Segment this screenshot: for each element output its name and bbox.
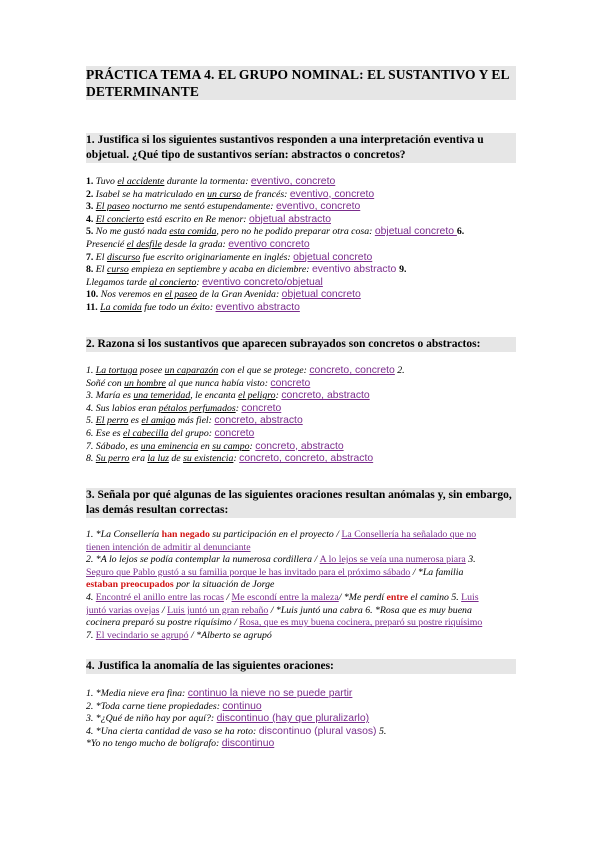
list-item [86, 542, 526, 555]
answer: eventivo abstracto [215, 301, 300, 313]
list-item: 4. El concierto está escrito en Re menor: objetual abstracto [86, 213, 332, 225]
answer: objetual concreto [281, 289, 361, 301]
section-4-items [86, 688, 526, 751]
answer: A lo lejos se veía una numerosa piara [319, 554, 466, 566]
list-item: 3. María es una temeridad, le encanta el peligro: concreto, abstracto [86, 390, 370, 402]
list-item: 7. El vecindario se agrupó / *Alberto se agrupó [86, 629, 272, 641]
answer: concreto [241, 402, 282, 414]
list-item: estaban preocupados por la situación de Jorge [86, 579, 275, 591]
list-item: 10. Nos veremos en el paseo de la Gran Avenida: objetual concreto [86, 289, 361, 301]
answer: Luis juntó un gran rebaño [167, 604, 269, 616]
list-item: 5. No me gustó nada esta comida, pero no he podido preparar otra cosa: objetual concreto 6. [86, 226, 465, 238]
answer: objetual concreto [293, 251, 373, 263]
answer: Me escondí entre la maleza [231, 591, 339, 603]
list-item: 3. *¿Qué de niño hay por aquí?: discontinuo (hay que pluralizarlo) [86, 713, 370, 725]
list-item: 2. *A lo lejos se podía contemplar la numerosa cordillera / A lo lejos se veía una numerosa piara 3. [86, 554, 476, 566]
page-title: PRÁCTICA TEMA 4. EL GRUPO NOMINAL: EL SUSTANTIVO Y EL DETERMINANTE [86, 66, 516, 100]
answer: concreto, concreto, abstracto [239, 453, 374, 465]
answer: objetual concreto [374, 226, 457, 238]
answer: discontinuo [221, 738, 275, 750]
answer: Rosa, que es muy buena cocinera, preparó su postre riquísimo [239, 617, 483, 629]
answer: discontinuo (plural vasos) [258, 725, 377, 737]
answer: Luis [461, 591, 479, 603]
answer: concreto, abstracto [255, 440, 344, 452]
answer: eventivo, concreto [275, 201, 361, 213]
list-item: 7. Sábado, es una eminencia en su campo: concreto, abstracto [86, 440, 344, 452]
list-item: 8. El curso empieza en septiembre y acaba en diciembre: eventivo abstracto 9. [86, 264, 407, 276]
section-2-items [86, 365, 526, 466]
answer: objetual abstracto [248, 213, 332, 225]
answer: eventivo abstracto [311, 264, 400, 276]
list-item: 5. El perro es el amigo más fiel: concreto, abstracto [86, 415, 303, 427]
list-item: 6. Ese es el cabecilla del grupo: concreto [86, 427, 255, 439]
section-1-items [86, 176, 526, 315]
answer: eventivo, concreto [250, 176, 336, 187]
section-3-heading: 3. Señala por qué algunas de las siguientes oraciones resultan anómalas y, sin embargo, las demás resultan correctas: [86, 488, 516, 518]
answer: discontinuo (hay que pluralizarlo) [216, 713, 370, 725]
answer: continuo la nieve no se puede partir [187, 688, 353, 699]
list-item: Seguro que Pablo gustó a su familia porque le has invitado para el próximo sábado / *La familia [86, 566, 464, 578]
answer: Encontré el anillo entre las rocas [95, 591, 224, 603]
section-3-items [86, 529, 526, 642]
answer: eventivo concreto [228, 238, 310, 250]
list-item: 1. La tortuga posee un caparazón con el que se protege: concreto, concreto 2. [86, 365, 405, 376]
list-item: 2. *Toda carne tiene propiedades: continuo [86, 700, 262, 712]
list-item: 4. Sus labios eran pétalos perfumados: concreto [86, 402, 282, 414]
answer: eventivo, concreto [289, 188, 375, 200]
answer: concreto, concreto [309, 365, 395, 376]
list-item: 2. Isabel se ha matriculado en un curso de francés: eventivo, concreto [86, 188, 375, 200]
answer: La Consellería ha señalado que no [341, 529, 477, 540]
answer: El vecindario se agrupó [95, 629, 189, 641]
answer: eventivo concreto/objetual [202, 276, 323, 288]
list-item: 1. Tuvo el accidente durante la tormenta: eventivo, concreto [86, 176, 336, 187]
answer: concreto, abstracto [281, 390, 370, 402]
list-item: 1. *La Consellería han negado su participación en el proyecto / La Consellería ha señalado que no [86, 529, 477, 540]
section-4-heading: 4. Justifica la anomalía de las siguientes oraciones: [86, 659, 516, 674]
list-item: Soñé con un hombre al que nunca había visto: concreto [86, 377, 311, 389]
answer: juntó varias ovejas [86, 604, 160, 616]
list-item: 1. *Media nieve era fina: continuo la nieve no se puede partir [86, 688, 353, 699]
list-item: *Yo no tengo mucho de bolígrafo: discontinuo [86, 738, 275, 750]
list-item: cocinera preparó su postre riquísimo / Rosa, que es muy buena cocinera, preparó su postre riquísimo [86, 617, 483, 629]
list-item: 4. *Una cierta cantidad de vaso se ha roto: discontinuo (plural vasos) 5. [86, 725, 387, 737]
list-item: 4. Encontré el anillo entre las rocas / Me escondí entre la maleza/ *Me perdí entre el camino 5. Luis [86, 591, 479, 603]
section-2-heading: 2. Razona si los sustantivos que aparecen subrayados son concretos o abstractos: [86, 337, 516, 352]
answer: concreto [270, 377, 311, 389]
answer: concreto [214, 427, 255, 439]
list-item: 7. El discurso fue escrito originariamente en inglés: objetual concreto [86, 251, 373, 263]
list-item: 3. El paseo nocturno me sentó estupendamente: eventivo, concreto [86, 201, 361, 213]
list-item: Presencié el desfile desde la grada: eventivo concreto [86, 238, 310, 250]
answer: tienen intención de admitir al denunciante [86, 541, 251, 553]
answer: concreto, abstracto [214, 415, 303, 427]
list-item: juntó varias ovejas / Luis juntó un gran rebaño / *Luis juntó una cabra 6. *Rosa que es muy buena [86, 604, 472, 616]
answer: Seguro que Pablo gustó a su familia porque le has invitado para el próximo sábado [86, 566, 411, 578]
list-item: 8. Su perro era la luz de su existencia: concreto, concreto, abstracto [86, 453, 374, 465]
list-item: 11. La comida fue todo un éxito: eventivo abstracto [86, 301, 300, 313]
section-1-heading: 1. Justifica si los siguientes sustantivos responden a una interpretación eventiva u objetual. ¿Qué tipo de sustantivos serían: abstractos o concretos? [86, 133, 516, 163]
answer: continuo [222, 700, 262, 712]
list-item: Llegamos tarde al concierto: eventivo concreto/objetual [86, 276, 323, 288]
